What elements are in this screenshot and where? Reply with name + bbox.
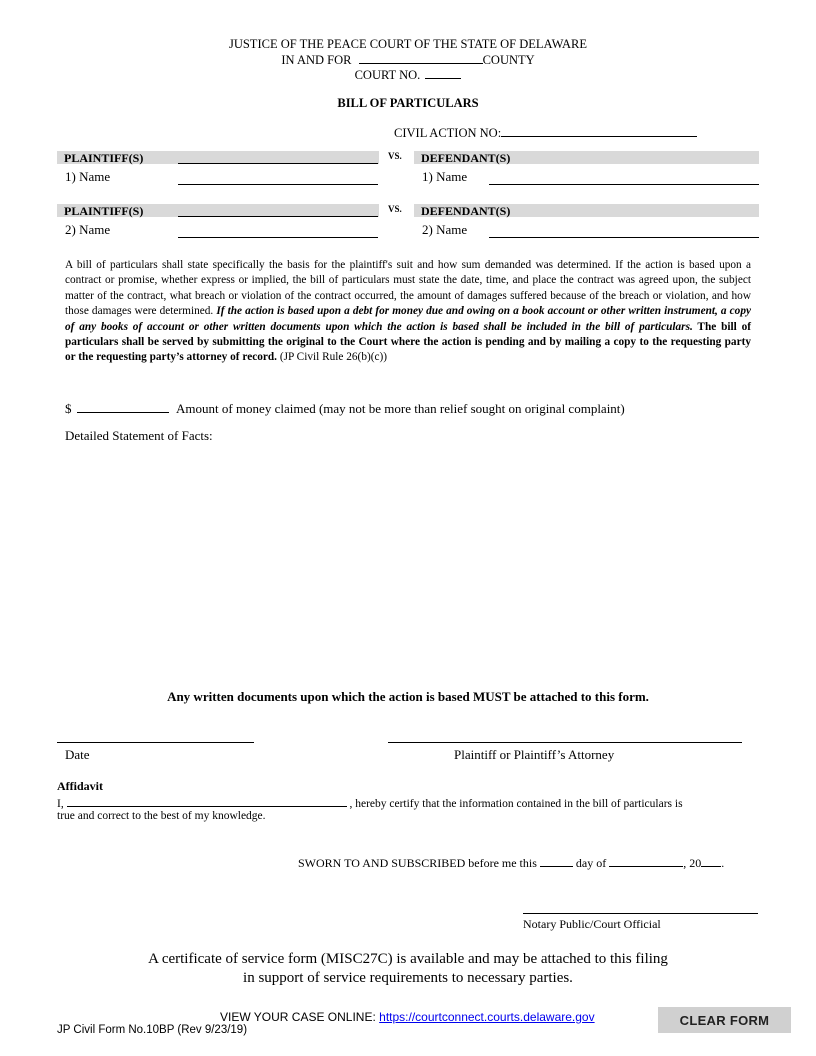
plaintiff-name-input-1[interactable] bbox=[178, 184, 378, 185]
notary-signature-input[interactable] bbox=[523, 913, 758, 914]
court-no-label: COURT NO. bbox=[354, 68, 421, 82]
affidavit-text: , hereby certify that the information contained in the bill of particulars is bbox=[349, 798, 683, 810]
in-and-for-label: IN AND FOR bbox=[281, 53, 352, 67]
date-label: Date bbox=[65, 747, 90, 762]
facts-textarea[interactable] bbox=[65, 448, 755, 676]
view-online-line bbox=[220, 1010, 595, 1024]
court-no-line bbox=[0, 67, 816, 83]
clear-form-button[interactable]: CLEAR FORM bbox=[658, 1007, 791, 1033]
plaintiff-name-input-2[interactable] bbox=[178, 237, 378, 238]
sworn-month-input[interactable] bbox=[609, 855, 683, 867]
affidavit-heading: Affidavit bbox=[57, 779, 103, 793]
sworn-day-input[interactable] bbox=[540, 855, 573, 867]
affidavit-prefix: I, bbox=[57, 798, 64, 810]
dollar-sign: $ bbox=[65, 401, 72, 416]
county-line bbox=[0, 52, 816, 68]
plaintiff-signature-label: Plaintiff or Plaintiff’s Attorney bbox=[454, 747, 615, 762]
sworn-line: SWORN TO AND SUBSCRIBED before me this day of , 20 . bbox=[298, 856, 725, 870]
facts-label: Detailed Statement of Facts: bbox=[65, 428, 213, 443]
county-label: COUNTY bbox=[482, 53, 535, 67]
civil-action-line bbox=[394, 125, 697, 141]
court-no-input[interactable] bbox=[425, 67, 461, 79]
form-title: BILL OF PARTICULARS bbox=[337, 96, 479, 110]
affidavit-line-2: true and correct to the best of my knowledge. bbox=[57, 810, 266, 822]
notary-label: Notary Public/Court Official bbox=[523, 917, 661, 931]
instructions-paragraph: A bill of particulars shall state specifically the basis for the plaintiff's suit and how sum demanded was determined. If the action is based upon a contract or promise, whether express or implied, the bill of particulars must state the date, time, and place the contract was agreed upon, the subject matter of the contract, what breach or violation of the contract occurred, the amount of damages suffered because of the breach or violation, and how those damages were determined. If the action is based upon a debt for money due and owing on a book account or other written instrument, a copy of any books of account or other written documents upon which the action is based shall be included in the bill of particulars. The bill of particulars shall be served by submitting the original to the Court where the action is pending and by mailing a copy to the requesting party or the requesting party’s attorney of record. (JP Civil Rule 26(b)(c)) bbox=[65, 259, 751, 364]
plaintiff-header-input-1[interactable] bbox=[178, 163, 378, 164]
defendant-label-2: DEFENDANT(S) bbox=[421, 204, 511, 218]
court-title: JUSTICE OF THE PEACE COURT OF THE STATE OF DELAWARE bbox=[228, 37, 588, 51]
affiant-name-input[interactable] bbox=[67, 795, 347, 807]
date-input[interactable] bbox=[57, 742, 254, 743]
amount-input[interactable] bbox=[77, 401, 169, 413]
sworn-year-input[interactable] bbox=[701, 855, 721, 867]
defendant-name-label-1: 1) Name bbox=[422, 169, 468, 184]
attach-notice: Any written documents upon which the action is based MUST be attached to this form. bbox=[167, 689, 649, 704]
plaintiff-name-label-2: 2) Name bbox=[65, 222, 111, 237]
certificate-line-1: A certificate of service form (MISC27C) is available and may be attached to this filing bbox=[148, 951, 668, 967]
case-online-link[interactable]: https://courtconnect.courts.delaware.gov bbox=[379, 1010, 595, 1024]
civil-action-label: CIVIL ACTION NO: bbox=[394, 126, 502, 140]
plaintiff-header-input-2[interactable] bbox=[178, 216, 378, 217]
vs-label-2: VS. bbox=[388, 204, 402, 214]
view-online-label: VIEW YOUR CASE ONLINE: bbox=[220, 1010, 380, 1024]
county-input[interactable] bbox=[359, 52, 483, 64]
affidavit-line-1 bbox=[57, 795, 683, 810]
certificate-line-2: in support of service requirements to necessary parties. bbox=[243, 970, 573, 986]
defendant-name-label-2: 2) Name bbox=[422, 222, 468, 237]
plaintiff-label-1: PLAINTIFF(S) bbox=[64, 151, 144, 165]
defendant-name-input-2[interactable] bbox=[489, 237, 759, 238]
defendant-name-input-1[interactable] bbox=[489, 184, 759, 185]
plaintiff-name-label-1: 1) Name bbox=[65, 169, 111, 184]
civil-action-input[interactable] bbox=[501, 125, 697, 137]
amount-label: Amount of money claimed (may not be more than relief sought on original complaint) bbox=[176, 401, 625, 416]
amount-line bbox=[65, 401, 625, 417]
form-number: JP Civil Form No.10BP (Rev 9/23/19) bbox=[57, 1024, 248, 1036]
defendant-label-1: DEFENDANT(S) bbox=[421, 151, 511, 165]
plaintiff-label-2: PLAINTIFF(S) bbox=[64, 204, 144, 218]
vs-label-1: VS. bbox=[388, 151, 402, 161]
plaintiff-signature-input[interactable] bbox=[388, 742, 742, 743]
